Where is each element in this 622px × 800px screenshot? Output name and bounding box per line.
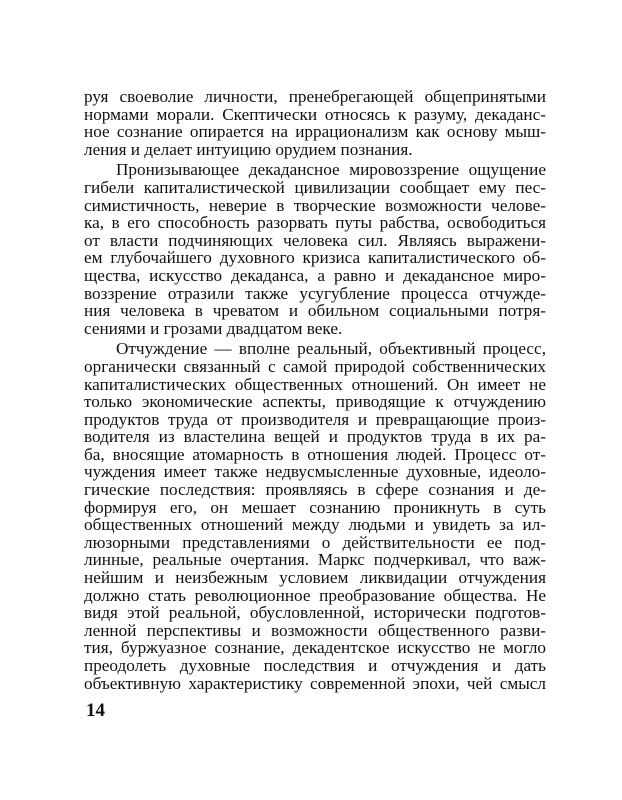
text-line: щества, искусство декаданса, а равно и декадансное миро-	[84, 265, 546, 285]
text-line: тия, буржуазное сознание, декадентское искусство не могло	[84, 638, 546, 658]
text-line: формируя его, он мешает сознанию проникнуть в суть	[84, 497, 546, 517]
text-line: ба, вносящие атомарность в отношения людей. Процесс от-	[84, 444, 546, 464]
text-line: нейшим и неизбежным условием ликвидации отчуждения	[84, 568, 546, 588]
text-line: нормами морали. Скептически относясь к разуму, декаданс-	[84, 104, 546, 124]
text-line: воззрение отразили также усугубление процесса отчужде-	[84, 283, 546, 303]
text-line: ем глубочайшего духовного кризиса капиталистического об-	[84, 248, 546, 268]
text-line: ления и делает интуицию орудием познания.	[84, 139, 413, 159]
paragraph-first-line: Пронизывающее декадансное мировоззрение ощущение	[116, 160, 546, 180]
body-text	[84, 88, 546, 692]
text-line: симистичность, неверие в творческие возможности челове-	[84, 195, 546, 215]
text-line: от власти подчиняющих человека сил. Являясь выражени-	[84, 230, 546, 250]
text-line: продуктов труда от производителя и превращающие произ-	[84, 409, 546, 429]
text-line: капиталистических общественных отношений. Он имеет не	[84, 374, 546, 394]
text-line: гические последствия: проявляясь в сфере сознания и де-	[84, 480, 546, 500]
text-line: люзорными представлениями о действительности ее под-	[84, 532, 546, 552]
text-line: ленной перспективы и возможности общественного разви-	[84, 620, 546, 640]
text-line: только экономические аспекты, приводящие к отчуждению	[84, 392, 546, 412]
text-line: объективную характеристику современной эпохи, чей смысл	[84, 673, 546, 693]
text-line: ка, в его способность разорвать путы рабства, освободиться	[84, 213, 546, 233]
text-line: общественных отношений между людьми и увидеть за ил-	[84, 515, 546, 535]
text-line: должно стать революционное преобразование общества. Не	[84, 585, 546, 605]
text-line: гибели капиталистической цивилизации сообщает ему пес-	[84, 177, 546, 197]
text-line: органически связанный с самой природой собственнических	[84, 356, 546, 376]
text-line: видя этой реальной, обусловленной, исторически подготов-	[84, 603, 546, 623]
text-line: ное сознание опирается на иррационализм как основу мыш-	[84, 122, 546, 142]
text-line: руя своеволие личности, пренебрегающей общепринятыми	[84, 87, 546, 106]
paragraph-first-line: Отчуждение — вполне реальный, объективный процесс,	[116, 339, 546, 359]
text-line: водителя из властелина вещей и продуктов труда в их ра-	[84, 427, 546, 447]
text-line: преодолеть духовные последствия и отчуждения и дать	[84, 656, 546, 675]
text-line: линные, реальные очертания. Маркс подчеркивал, что важ-	[84, 550, 546, 570]
text-line: ния человека в чреватом и обильном социальными потря-	[84, 301, 546, 321]
page-number: 14	[86, 700, 105, 721]
text-line: чуждения имеет также недвусмысленные духовные, идеоло-	[84, 462, 546, 482]
text-line: сениями и грозами двадцатом веке.	[84, 318, 343, 338]
